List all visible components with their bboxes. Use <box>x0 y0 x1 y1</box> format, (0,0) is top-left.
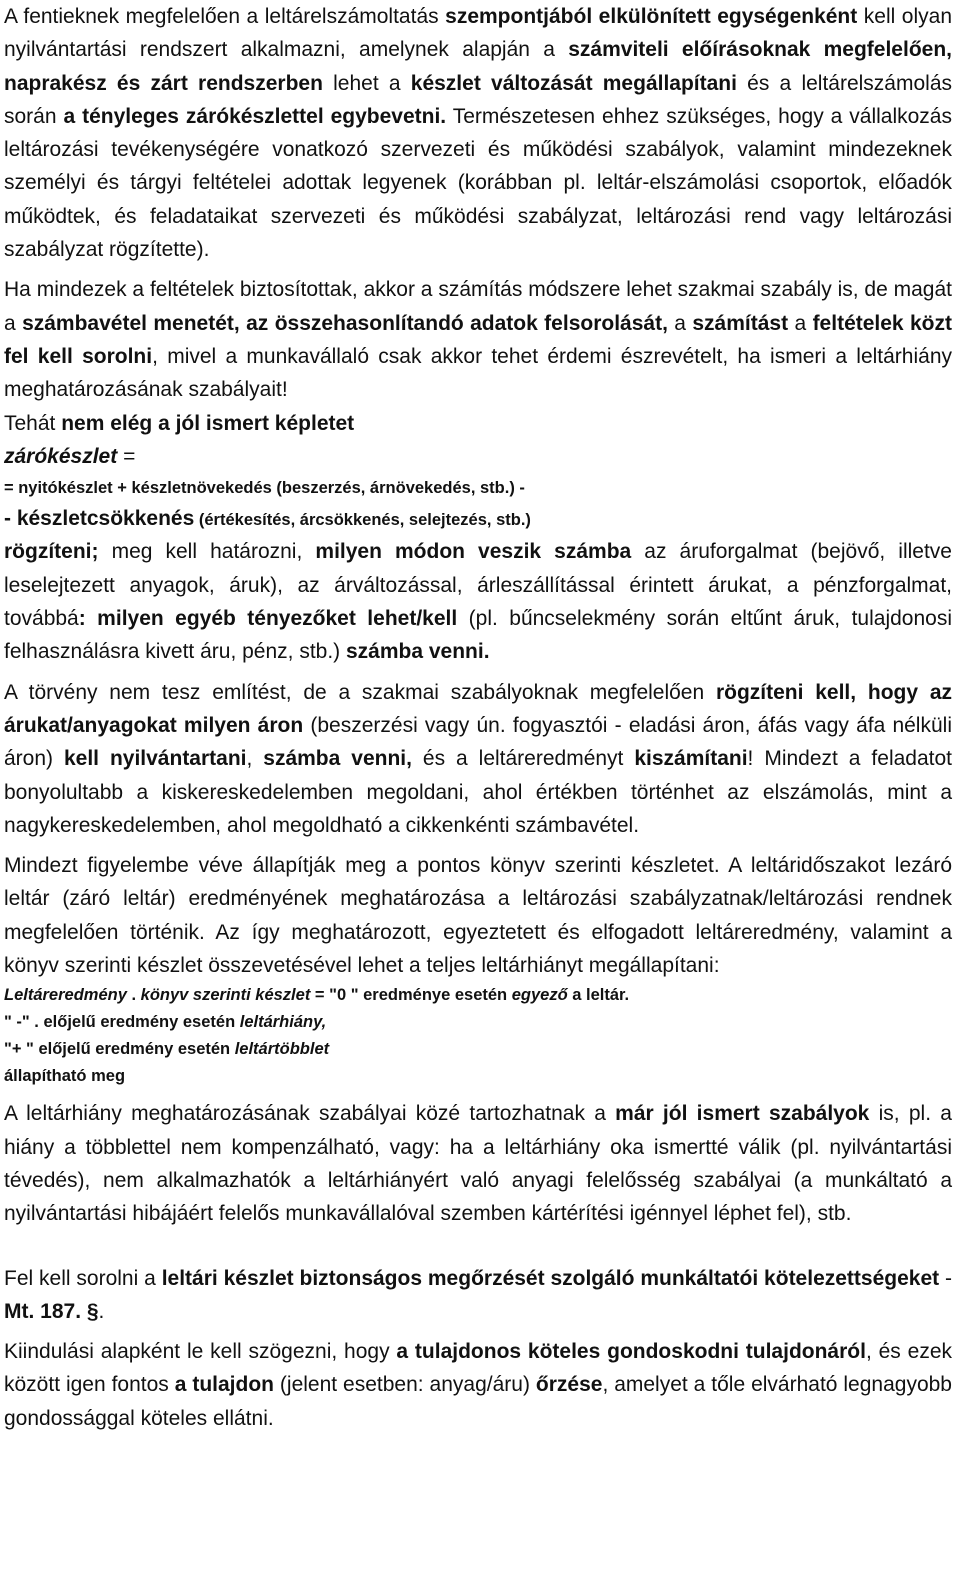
rule-line-4: állapítható meg <box>4 1067 126 1086</box>
text-span: - <box>939 1266 953 1290</box>
bold-text: számítást <box>692 311 789 335</box>
paragraph-8 <box>4 1335 952 1435</box>
bold-text: a tényleges zárókészlettel egybevetni. <box>63 104 447 128</box>
paragraph-5: Mindezt figyelembe véve állapítják meg a pontos könyv szerinti készletet. A leltáridőszakot lezáró leltár (záró leltár) eredményének meghatározása a leltározási szabályzatnak/leltározási rendnek megfelelően történik. Az így meghatározott, egyeztetett és elfogadott leltáreredmény, valamint a könyv szerinti készlet összevetésével lehet a teljes leltárhiányt megállapítani: <box>4 854 952 978</box>
bold-text: számba venni. <box>346 640 490 664</box>
text-span: a <box>667 311 693 335</box>
italic-text: leltárhiány, <box>239 1013 327 1032</box>
paragraph-2 <box>4 273 952 406</box>
bold-text: készlet változását megállapítani <box>410 71 737 95</box>
text-span: , amelyet a tőle elvárható legnagyobb gondossággal köteles ellátni. <box>4 1373 952 1430</box>
bold-text: : milyen egyéb tényezőket lehet/kell <box>78 607 458 631</box>
paragraph-7 <box>4 1262 952 1329</box>
rule-line-2 <box>4 1009 952 1036</box>
text-span: A leltárhiány meghatározásának szabályai közé tartozhatnak a <box>4 1102 616 1126</box>
paragraph-4 <box>4 676 952 842</box>
bold-text: számviteli előírásoknak megfelelően, naprakész és zárt rendszerben <box>4 38 952 95</box>
italic-text: leltártöbblet <box>234 1040 330 1059</box>
paragraph-3 <box>4 535 952 668</box>
text-span: Kiindulási alapként le kell szögezni, hogy <box>4 1340 397 1364</box>
text-span: ! Mindezt a feladatot bonyolultabb a kiskereskedelemben megoldani, ahol értékben történhet az elszámolás, mint a nagykereskedelemben, ahol megoldható a cikkenkénti számbavétel. <box>4 747 952 837</box>
bold-text: rögzíteni; <box>4 540 99 564</box>
text-span: lehet a <box>322 71 411 95</box>
bold-text: feltételek közt fel kell sorolni <box>4 311 952 368</box>
text-span: (jelent esetben: anyag/áru) <box>274 1373 536 1397</box>
formula-intro <box>4 407 952 440</box>
italic-text: Leltáreredmény <box>4 986 127 1005</box>
text-span: "+ " előjelű eredmény esetén <box>4 1040 235 1059</box>
bold-text: rögzíteni kell, hogy az árukat/anyagokat milyen áron <box>4 680 952 737</box>
bold-text: leltári készlet biztonságos megőrzését szolgáló munkáltatói kötelezettségeket <box>161 1266 940 1290</box>
text-span: meg kell határozni, <box>98 540 316 564</box>
italic-text: könyv szerinti készlet <box>140 986 311 1005</box>
text-span: is, pl. a hiány a többlettel nem kompenzálható, vagy: ha a leltárhiány oka ismertté válik (pl. nyilvántartási tévedés), nem alkalmazhatók a leltárhiányért való anyagi felelősség szabályai (a munkáltató a nyilvántartási hibájáért felelős munkavállalóval szemben kártérítési igénnyel léphet fel), stb. <box>4 1102 952 1226</box>
bold-text: milyen módon veszik számba <box>315 540 632 564</box>
text-span: Fel kell sorolni a <box>4 1266 162 1290</box>
text-span: és a leltárelszámolás során <box>4 71 952 128</box>
text-span: . <box>98 1299 105 1323</box>
text-span: kell olyan nyilvántartási rendszert alkalmazni, amelynek alapján a <box>4 5 953 62</box>
italic-text: egyező <box>511 986 568 1005</box>
bold-italic-text: zárókészlet <box>4 444 118 468</box>
text-span: és a leltáreredményt <box>411 747 635 771</box>
text-span: . <box>126 986 141 1005</box>
bold-text: őrzése <box>535 1373 603 1397</box>
rule-line-3 <box>4 1036 952 1063</box>
bold-text: Mt. 187. § <box>4 1299 99 1323</box>
bold-text: - készletcsökkenés <box>4 507 195 531</box>
text-span: Tehát <box>4 411 62 435</box>
bold-text: számba venni, <box>263 747 412 771</box>
bold-text: a tulajdon <box>174 1373 274 1397</box>
text-span: = <box>117 444 136 468</box>
bold-text: számbavétel menetét, az összehasonlítandó adatok felsorolását, <box>22 311 668 335</box>
formula-term <box>4 440 952 473</box>
bold-text: már jól ismert szabályok <box>615 1102 870 1126</box>
bold-text: kiszámítani <box>634 747 748 771</box>
bold-text: kell nyilvántartani <box>63 747 247 771</box>
text-span: a <box>788 311 813 335</box>
bold-text: nem elég a jól ismert képletet <box>61 411 355 435</box>
text-span: Természetesen ehhez szükséges, hogy a vállalkozás leltározási tevékenységére vonatkozó szervezeti és működési szabályok, valamint mindezeknek személyi és tárgyi feltételei adottak legyenek (korábban pl. leltár-elszámolási csoportok, előadók működtek, és feladataikat szervezeti és működési szabályzat, leltározási rend vagy leltározási szabályzat rögzítette). <box>4 104 952 262</box>
bold-small-text: (értékesítés, árcsökkenés, selejtezés, stb.) <box>194 511 531 530</box>
bold-text: szempontjából elkülönített egységenként <box>445 5 858 28</box>
text-span: az áruforgalmat (bejövő, illetve leselejtezett anyagok, áruk), az árváltozással, árleszállítással érintett árukat, a pénzforgalmat, továbbá <box>4 540 952 631</box>
text-span: (pl. bűncselekmény során eltűnt áruk, tulajdonosi felhasználásra kivett áru, pénz, stb.) <box>4 607 952 664</box>
text-span: " -" . előjelű eredmény esetén <box>4 1013 240 1032</box>
text-span: = "0 " eredménye esetén <box>310 986 512 1005</box>
paragraph-6 <box>4 1097 952 1230</box>
text-span: Ha mindezek a feltételek biztosítottak, akkor a számítás módszere lehet szakmai szabály is, de magát a <box>4 278 952 335</box>
text-span: , és ezek között igen fontos <box>4 1340 952 1397</box>
paragraph-1 <box>4 0 952 266</box>
formula-line-2 <box>4 502 952 535</box>
text-span: , mivel a munkavállaló csak akkor tehet érdemi észrevételt, ha ismeri a leltárhiány meghatározásának szabályait! <box>4 344 952 402</box>
text-span: (beszerzési vagy ún. fogyasztói - eladási áron, áfás vagy áfa nélküli áron) <box>4 713 952 771</box>
bold-text: a tulajdonos köteles gondoskodni tulajdonáról <box>396 1340 866 1364</box>
text-span: , <box>246 747 264 771</box>
formula-line-1: = nyitókészlet + készletnövekedés (beszerzés, árnövekedés, stb.) - <box>4 479 525 498</box>
rule-line-1 <box>4 982 952 1009</box>
text-span: A törvény nem tesz említést, de a szakmai szabályoknak megfelelően <box>4 680 716 704</box>
text-span: a leltár. <box>567 986 630 1005</box>
text-span: A fentieknek megfelelően a leltárelszámoltatás <box>4 5 446 28</box>
